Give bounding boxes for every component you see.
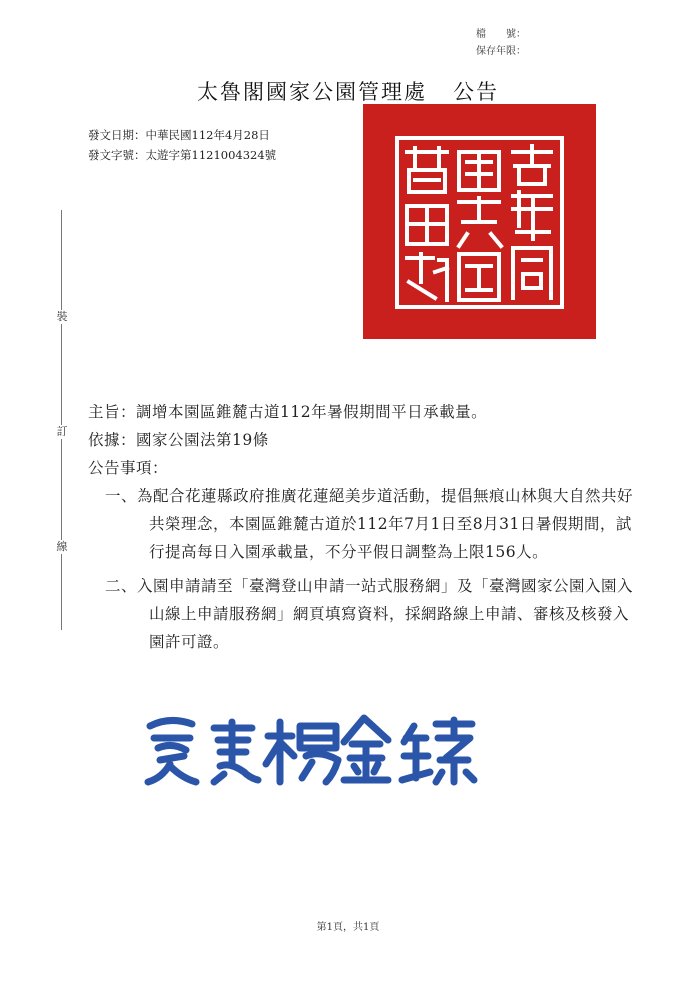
official-seal [363, 104, 596, 339]
issue-date: 發文日期：中華民國112年4月28日 [88, 128, 270, 142]
director-signature [140, 708, 480, 792]
signature-graphic [140, 708, 480, 788]
seal-graphic [363, 104, 596, 339]
document-title [0, 76, 696, 106]
file-number-label: 檔 號： [476, 29, 526, 40]
binding-mark-zhuang: 裝 [53, 310, 71, 324]
binding-rule [61, 210, 62, 630]
agency-name: 太魯閣國家公園管理處 [197, 80, 427, 104]
basis-line: 依據：國家公園法第19條 [88, 431, 269, 449]
binding-mark-xian: 線 [53, 540, 71, 554]
notice-item-2: 二、入園申請請至「臺灣登山申請一站式服務網」及「臺灣國家公園入園入山線上申請服務網」網頁填寫資料，採網路線上申請、審核及核發入園許可證。 [105, 577, 634, 651]
retention-period-label: 保存年限： [476, 46, 526, 57]
notice-item-1: 一、為配合花蓮縣政府推廣花蓮絕美步道活動，提倡無痕山林與大自然共好共榮理念，本園區錐麓古道於112年7月1日至8月31日暑假期間，試行提高每日入園承載量，不分平假日調整為上限156人。 [105, 487, 634, 561]
subject-line: 主旨：調增本園區錐麓古道112年暑假期間平日承載量。 [88, 403, 488, 421]
binding-mark-ding: 訂 [53, 425, 71, 439]
file-meta [476, 26, 526, 60]
document-type: 公告 [453, 80, 499, 104]
binding-line [50, 210, 74, 630]
issue-number: 發文字號：太遊字第1121004324號 [88, 148, 277, 162]
announcement-body [88, 398, 633, 656]
notice-heading: 公告事項： [88, 459, 169, 477]
issue-info [88, 125, 276, 165]
page-number: 第1頁，共1頁 [316, 922, 380, 933]
